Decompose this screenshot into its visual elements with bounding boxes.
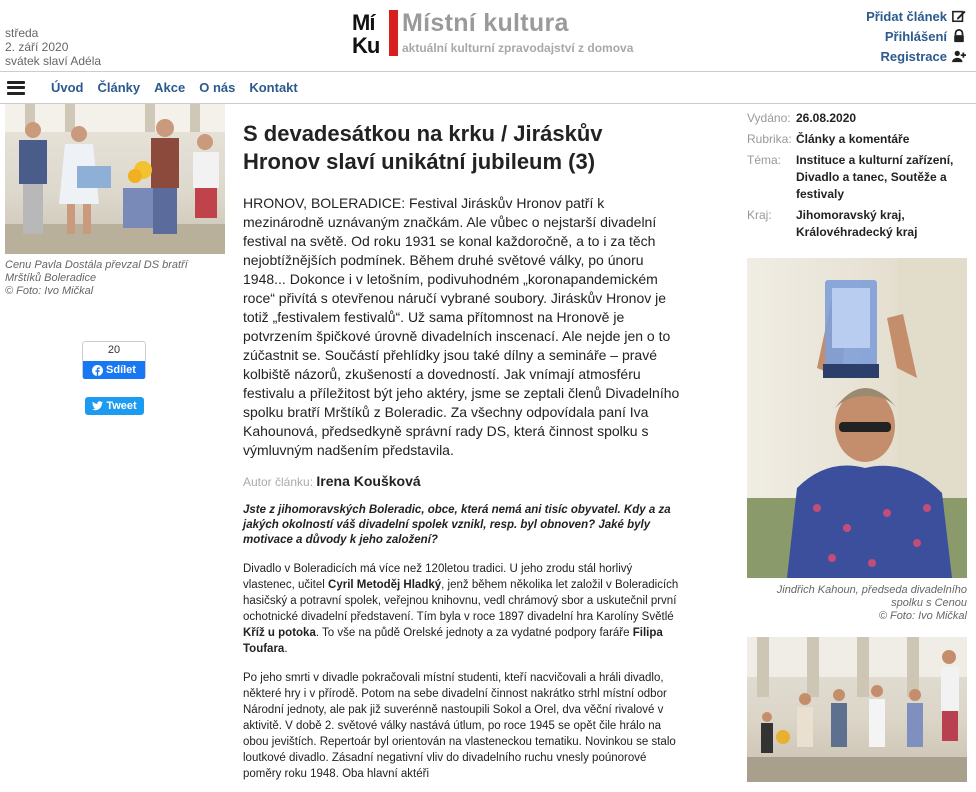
text-run: . To vše na půdě Orelské jednoty a za vydatné podpory faráře (315, 627, 633, 639)
region-links[interactable]: Jihomoravský kraj, Královéhradecký kraj (796, 208, 918, 239)
lock-icon (952, 29, 966, 43)
article (243, 120, 683, 792)
person-name: Cyril Metoděj Hladký (328, 579, 442, 591)
author-label: Autor článku: (243, 475, 314, 489)
meta-section (747, 131, 972, 148)
article-author (243, 473, 683, 489)
facebook-icon (92, 365, 103, 376)
facebook-share-widget[interactable] (82, 341, 146, 379)
facebook-share-button[interactable] (83, 361, 145, 379)
caption-credit: © Foto: Ivo Mičkal (878, 610, 967, 622)
topic-links[interactable]: Instituce a kulturní zařízení, Divadlo a tanec, Soutěže a festivaly (796, 153, 954, 201)
meta-topic (747, 152, 972, 203)
caption-line: Mrštíků Boleradice (5, 272, 97, 284)
tweet-label: Tweet (106, 400, 137, 412)
site-header (0, 0, 976, 72)
menu-icon[interactable] (7, 81, 25, 95)
share-label: Sdílet (106, 364, 136, 376)
play-title: Kříž u potoka (243, 627, 316, 639)
register-link[interactable] (866, 46, 966, 66)
logo-mark (352, 9, 398, 59)
interview-question: Jste z jihomoravských Boleradic, obce, která nemá ani tisíc obyvatel. Kdy a za jakých okolností váš divadelní spolek vznikl, resp. byl obnoven? Jaké byly motivace a důvody k jeho založení? (243, 504, 671, 546)
article-title: S devadesátkou na krku / Jiráskův Hronov slaví unikátní jubileum (3) (243, 121, 603, 174)
logo-title: Místní kultura (402, 9, 569, 37)
date: 2. září 2020 (5, 40, 69, 54)
logo-ku: Ku (352, 33, 380, 58)
meta-label: Vydáno: (747, 111, 791, 125)
login-link[interactable] (866, 26, 966, 46)
section-link[interactable]: Články a komentáře (796, 132, 910, 146)
stage-photo-illustration (747, 637, 967, 782)
left-photo-caption (5, 259, 225, 298)
text-run: . (284, 643, 288, 655)
group-photo-illustration (5, 104, 225, 254)
register-label: Registrace (880, 48, 947, 64)
date-block (5, 26, 101, 68)
caption-credit: © Foto: Ivo Mičkal (5, 285, 94, 297)
published-date: 26.08.2020 (796, 111, 857, 125)
author-name[interactable]: Irena Koušková (316, 473, 421, 489)
article-paragraph-1 (243, 561, 683, 657)
add-article-link[interactable] (866, 6, 966, 26)
logo-red-bar (389, 10, 398, 56)
login-label: Přihlášení (884, 28, 947, 44)
article-paragraph-2: Po jeho smrti v divadle pokračovali místní studenti, kteří nacvičovali a hráli divadlo, některé hry i v přírodě. Potom na sebe divadelní činnost nakrátko strhl místní odbor Národní jednoty, ale pak již suverénně nastoupili Sokol a Orel, dva věční rivalové v aktivitě. V době 2. světové války nastává útlum, po roce 1945 se opět čile hrálo na obou jevištích. Repertoár byl orientován na vlasteneckou tematiku. Novinkou se stalo loutkové divadlo. Zásadní negativní vliv do divadelního ruchu vnesly poúnorové poměry roku 1948. Oba hlavní aktéři (243, 672, 676, 780)
text-run: , jenž během několika let založil v Boleradicích hasičský a potravní spolek, veřejnou knihovnu, vedl chrámový sbor a uskutečnil první ochotnické divadelní představení. Tím byla v roce 1897 divadelní hra Karolíny Světlé (243, 579, 679, 623)
tweet-button[interactable] (85, 397, 144, 415)
nav-articles[interactable]: Články (97, 80, 141, 95)
nav-home[interactable]: Úvod (51, 80, 84, 95)
meta-region (747, 207, 972, 241)
caption-line: Jindřich Kahoun, předseda divadelního (776, 584, 967, 596)
nav-events[interactable]: Akce (154, 80, 186, 95)
nameday: svátek slaví Adéla (5, 54, 102, 68)
meta-label: Téma: (747, 153, 782, 167)
text-run: Divadlo v Boleradicích má více než 120letou tradici. U jeho zrodu stál horlivý vlastenec, učitel (243, 563, 633, 591)
caption-line: spolku s Cenou (891, 597, 967, 609)
user-links (866, 6, 966, 66)
add-user-icon (952, 49, 966, 63)
weekday: středa (5, 26, 39, 40)
nav-about[interactable]: O nás (199, 80, 236, 95)
logo-mi: Mí (352, 10, 375, 35)
caption-line: Cenu Pavla Dostála převzal DS bratří (5, 259, 188, 271)
article-meta (747, 110, 972, 245)
article-photo-stage[interactable] (747, 637, 967, 782)
meta-label: Kraj: (747, 208, 772, 222)
edit-icon (952, 9, 966, 23)
article-lead: HRONOV, BOLERADICE: Festival Jiráskův Hronov patří k mezinárodně uznávaným značkám. Ale vůbec o nejstarší divadelní festival na světě. Od roku 1931 se konal každoročně, a to i za těch nejobtížnějších podmínek. Během druhé světové války, po únoru 1948... Dokonce i v letošním, podivuhodném „koronapandemickém roce“ přivítá s otevřenou náručí vybrané soubory. Jiráskův Hronov je totiž „festivalem festivalů“. Už sama přítomnost na Hronově je potvrzením špičkové úrovně divadelních inscenací. Ale nejde jen o to zúčastnit se. Součástí přehlídky jsou také dílny a semináře – pravé kolbiště názorů, zkušeností a dovedností. Jak vnímají atmosféru festivalu a příležitost být jeho aktéry, jsme se zeptali členů Divadelního spolku bratří Mrštíků z Boleradic. Za všechny odpovídala paní Iva Kahounová, předsedkyně správní rady DS, která činnost spolku s výmluvným nadšením představila. (243, 195, 680, 458)
main-nav (0, 72, 976, 104)
twitter-bird-icon (92, 401, 103, 411)
article-photo-group[interactable] (5, 104, 225, 254)
meta-label: Rubrika: (747, 132, 792, 146)
person-name: Filipa Toufara (243, 627, 663, 655)
logo-subtitle: aktuální kulturní zpravodajství z domova (402, 41, 634, 55)
award-photo-illustration (747, 258, 967, 578)
share-count: 20 (107, 344, 121, 356)
right-photo-caption (747, 584, 967, 623)
meta-published (747, 110, 972, 127)
add-article-label: Přidat článek (866, 8, 947, 24)
article-photo-award[interactable] (747, 258, 967, 578)
nav-contact[interactable]: Kontakt (249, 80, 298, 95)
